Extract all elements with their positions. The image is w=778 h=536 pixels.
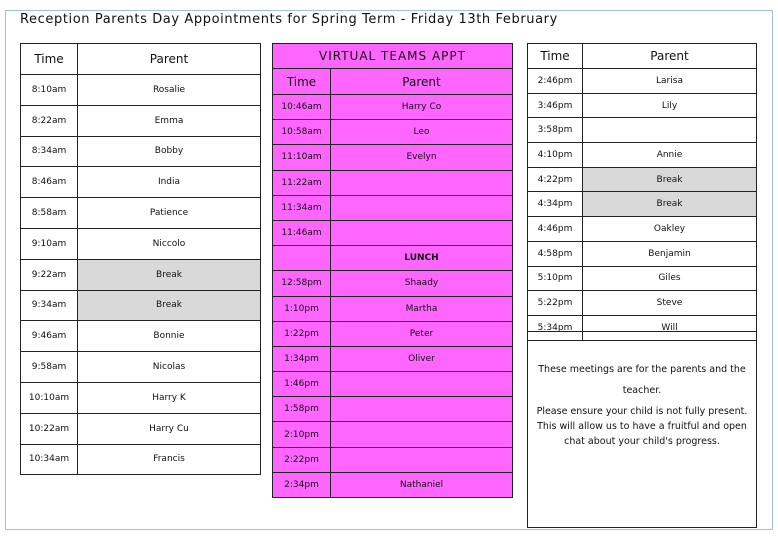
table-row — [273, 95, 513, 120]
parent-cell: Annie — [583, 143, 757, 168]
parent-cell: Bobby — [78, 136, 261, 167]
table-row — [21, 167, 261, 198]
table-row — [528, 192, 757, 217]
parent-cell: Bonnie — [78, 321, 261, 352]
table-row — [21, 198, 261, 229]
page-title: Reception Parents Day Appointments for Spring Term - Friday 13th February — [20, 12, 558, 27]
parent-cell: Nicolas — [78, 352, 261, 383]
table-row — [21, 382, 261, 413]
parent-cell: Steve — [583, 291, 757, 316]
time-cell: 9:58am — [21, 352, 78, 383]
table-row — [528, 217, 757, 242]
time-column-header: Time — [528, 44, 583, 69]
parent-cell — [331, 447, 513, 472]
table-row — [273, 447, 513, 472]
time-cell: 11:10am — [273, 145, 331, 170]
time-cell: 5:22pm — [528, 291, 583, 316]
time-cell: 3:58pm — [528, 118, 583, 143]
parent-cell: India — [78, 167, 261, 198]
parent-cell — [331, 170, 513, 195]
parent-cell — [583, 118, 757, 143]
table-row — [21, 105, 261, 136]
parent-cell: Patience — [78, 198, 261, 229]
table-row — [21, 321, 261, 352]
time-cell: 12:58pm — [273, 271, 331, 296]
table-row — [528, 241, 757, 266]
parent-cell: Giles — [583, 266, 757, 291]
time-cell: 4:34pm — [528, 192, 583, 217]
time-cell: 3:46pm — [528, 93, 583, 118]
parent-cell: Break — [583, 192, 757, 217]
time-cell: 10:22am — [21, 413, 78, 444]
time-cell: 8:34am — [21, 136, 78, 167]
parent-column-header: Parent — [78, 44, 261, 75]
time-cell: 4:22pm — [528, 167, 583, 192]
table-row — [528, 93, 757, 118]
time-cell: 2:34pm — [273, 472, 331, 497]
table-row — [273, 195, 513, 220]
time-cell: 4:58pm — [528, 241, 583, 266]
parent-cell: Evelyn — [331, 145, 513, 170]
parent-cell: Harry Cu — [78, 413, 261, 444]
table-row — [273, 397, 513, 422]
table-row — [273, 321, 513, 346]
parent-cell: Martha — [331, 296, 513, 321]
time-cell: 5:10pm — [528, 266, 583, 291]
time-cell: 1:46pm — [273, 372, 331, 397]
table-row — [21, 228, 261, 259]
time-cell: 10:34am — [21, 444, 78, 475]
table-header-row — [528, 44, 757, 69]
parent-cell: Peter — [331, 321, 513, 346]
time-cell: 8:58am — [21, 198, 78, 229]
table-row — [528, 291, 757, 316]
parent-cell — [331, 372, 513, 397]
table-row — [21, 413, 261, 444]
table-row — [273, 422, 513, 447]
table-row — [273, 346, 513, 371]
parent-cell: Shaady — [331, 271, 513, 296]
time-cell: 1:34pm — [273, 346, 331, 371]
notes-box — [527, 331, 757, 528]
time-cell: 9:46am — [21, 321, 78, 352]
table-heading-row — [273, 44, 513, 69]
parent-cell: Emma — [78, 105, 261, 136]
parent-cell: Break — [78, 290, 261, 321]
afternoon-appointments-table — [527, 43, 757, 341]
parent-cell: Will — [583, 315, 757, 340]
time-cell: 10:58am — [273, 120, 331, 145]
parent-cell: Leo — [331, 120, 513, 145]
table-row — [528, 143, 757, 168]
parent-cell: Benjamin — [583, 241, 757, 266]
parent-cell: Larisa — [583, 69, 757, 94]
time-cell: 9:22am — [21, 259, 78, 290]
time-cell: 8:46am — [21, 167, 78, 198]
time-cell: 10:10am — [21, 382, 78, 413]
time-cell: 11:46am — [273, 220, 331, 245]
parent-cell: Niccolo — [78, 228, 261, 259]
time-cell: 2:46pm — [528, 69, 583, 94]
table-row — [21, 352, 261, 383]
parent-cell: Oliver — [331, 346, 513, 371]
time-cell: 11:34am — [273, 195, 331, 220]
time-cell: 9:10am — [21, 228, 78, 259]
table-row — [273, 296, 513, 321]
virtual-teams-appointments-table — [272, 43, 513, 498]
virtual-teams-heading: VIRTUAL TEAMS APPT — [273, 44, 513, 69]
notes-line-3: Please ensure your child is not fully present. This will allow us to have a fruitful and open chat about your child's progress. — [536, 406, 748, 447]
morning-appointments-table — [20, 43, 261, 475]
time-cell: 5:34pm — [528, 315, 583, 340]
table-row — [273, 271, 513, 296]
parent-cell — [331, 422, 513, 447]
parent-column-header: Parent — [583, 44, 757, 69]
time-cell: 4:46pm — [528, 217, 583, 242]
table-row — [21, 75, 261, 106]
table-row — [273, 120, 513, 145]
time-cell: 8:22am — [21, 105, 78, 136]
parent-cell: Break — [583, 167, 757, 192]
time-cell: 1:22pm — [273, 321, 331, 346]
table-row — [273, 372, 513, 397]
time-cell — [273, 246, 331, 271]
parent-cell — [331, 220, 513, 245]
parent-cell: Oakley — [583, 217, 757, 242]
table-row — [273, 170, 513, 195]
time-cell: 9:34am — [21, 290, 78, 321]
table-row — [273, 145, 513, 170]
parent-cell: Break — [78, 259, 261, 290]
time-cell: 1:58pm — [273, 397, 331, 422]
parent-cell: Nathaniel — [331, 472, 513, 497]
parent-cell — [331, 397, 513, 422]
time-column-header: Time — [21, 44, 78, 75]
parent-cell: LUNCH — [331, 246, 513, 271]
notes-line-2: teacher. — [622, 385, 662, 396]
parent-cell — [331, 195, 513, 220]
table-row — [528, 69, 757, 94]
table-row — [21, 259, 261, 290]
table-row — [21, 290, 261, 321]
parent-cell: Lily — [583, 93, 757, 118]
parent-cell: Francis — [78, 444, 261, 475]
table-row — [528, 118, 757, 143]
time-cell: 11:22am — [273, 170, 331, 195]
notes-line-1: These meetings are for the parents and the — [538, 364, 746, 375]
time-cell: 4:10pm — [528, 143, 583, 168]
table-row — [21, 136, 261, 167]
parent-cell: Harry Co — [331, 95, 513, 120]
parent-cell: Rosalie — [78, 75, 261, 106]
time-cell: 2:10pm — [273, 422, 331, 447]
table-row — [528, 167, 757, 192]
table-header-row — [21, 44, 261, 75]
time-cell: 1:10pm — [273, 296, 331, 321]
time-cell: 10:46am — [273, 95, 331, 120]
table-row — [528, 266, 757, 291]
table-row — [273, 246, 513, 271]
table-header-row — [273, 69, 513, 95]
table-row — [21, 444, 261, 475]
time-column-header: Time — [273, 69, 331, 95]
parent-cell: Harry K — [78, 382, 261, 413]
parent-column-header: Parent — [331, 69, 513, 95]
table-row — [273, 472, 513, 497]
time-cell: 8:10am — [21, 75, 78, 106]
time-cell: 2:22pm — [273, 447, 331, 472]
table-row — [273, 220, 513, 245]
